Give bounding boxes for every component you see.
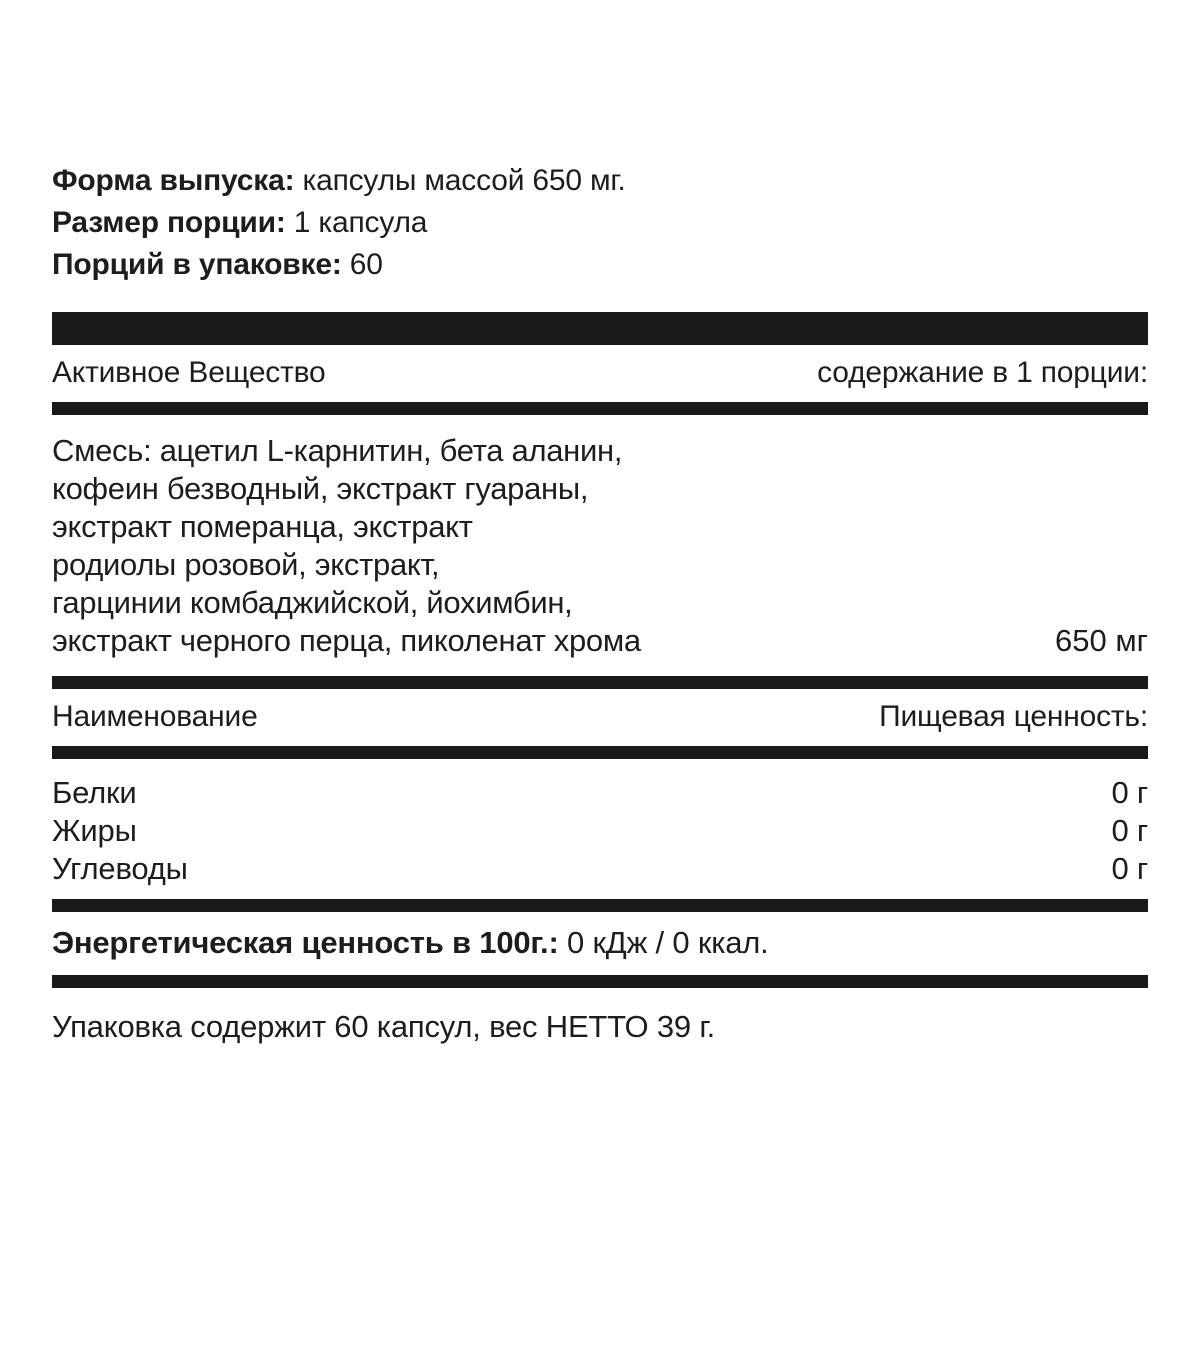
product-info-block <box>52 160 1148 286</box>
row-value: 0 г <box>1111 851 1148 886</box>
energy-value-amount: 0 кДж / 0 ккал. <box>558 925 769 960</box>
divider-thin-5 <box>52 975 1148 988</box>
divider-thin-1 <box>52 402 1148 415</box>
row-value: 0 г <box>1111 775 1148 810</box>
blend-amount: 650 мг <box>1055 623 1148 658</box>
row-name: Белки <box>52 775 137 810</box>
blend-line: Смесь: ацетил L-карнитин, бета аланин, <box>52 433 623 468</box>
active-substance-header <box>52 345 1148 402</box>
row-name: Углеводы <box>52 851 188 886</box>
row-name: Жиры <box>52 813 137 848</box>
serving-size-value: 1 капсула <box>285 206 428 239</box>
nutrition-rows <box>52 759 1148 899</box>
divider-thin-3 <box>52 746 1148 759</box>
release-form-value: капсулы массой 650 мг. <box>294 164 626 197</box>
table-row-proteins <box>52 774 1148 812</box>
table-row-fats <box>52 812 1148 850</box>
active-substance-header-right: содержание в 1 порции: <box>817 356 1148 389</box>
supplement-facts-panel <box>0 160 1200 1043</box>
servings-per-pack-value: 60 <box>341 248 383 281</box>
table-row-carbs <box>52 850 1148 888</box>
blend-line: родиолы розовой, экстракт, <box>52 547 440 582</box>
nutrition-header-left: Наименование <box>52 700 258 733</box>
divider-thin-4 <box>52 899 1148 912</box>
blend-ingredients <box>52 432 641 660</box>
active-substance-header-left: Активное Вещество <box>52 356 326 389</box>
release-form-line <box>52 160 1148 202</box>
blend-line: гарцинии комбаджийской, йохимбин, <box>52 585 573 620</box>
servings-per-pack-line <box>52 244 1148 286</box>
energy-value-label: Энергетическая ценность в 100г.: <box>52 925 559 960</box>
blend-section <box>52 415 1148 676</box>
nutrition-header <box>52 689 1148 746</box>
row-value: 0 г <box>1111 813 1148 848</box>
servings-per-pack-label: Порций в упаковке: <box>52 248 342 281</box>
package-contents-note: Упаковка содержит 60 капсул, вес НЕТТО 39 г. <box>52 1009 716 1044</box>
serving-size-line <box>52 202 1148 244</box>
release-form-label: Форма выпуска: <box>52 164 295 197</box>
serving-size-label: Размер порции: <box>52 206 286 239</box>
blend-line: экстракт померанца, экстракт <box>52 509 473 544</box>
energy-value-line <box>52 912 1148 975</box>
divider-thick <box>52 312 1148 345</box>
nutrition-header-right: Пищевая ценность: <box>879 700 1148 733</box>
blend-line: экстракт черного перца, пиколенат хрома <box>52 623 641 658</box>
divider-thin-2 <box>52 676 1148 689</box>
blend-line: кофеин безводный, экстракт гуараны, <box>52 471 589 506</box>
